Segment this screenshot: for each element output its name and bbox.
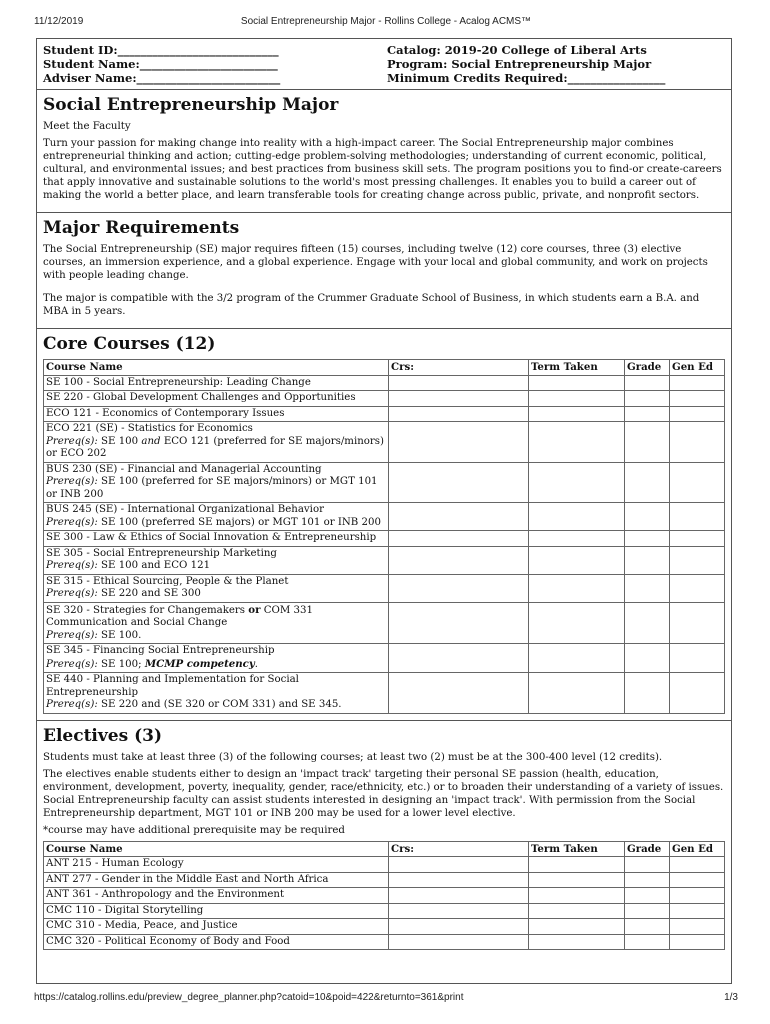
core-courses-heading: Core Courses (12): [43, 334, 216, 354]
prereq-label: Prereq(s):: [46, 699, 98, 710]
grade-header: Grade: [625, 841, 670, 857]
table-row: [44, 903, 725, 919]
or-connector: or: [248, 603, 261, 616]
table-row: [44, 391, 725, 407]
course-title-continued: Communication and Social Change: [46, 617, 228, 628]
table-row: [44, 934, 725, 950]
prereq-label: Prereq(s):: [46, 629, 98, 641]
major-requirements-heading: Major Requirements: [43, 218, 240, 238]
prereq-competency: MCMP competency: [144, 657, 255, 670]
catalog-label: Catalog: 2019-20 College of Liberal Arts: [387, 43, 647, 57]
credits-header: Crs:: [389, 360, 529, 376]
course-link[interactable]: CMC 320 - Political Economy of Body and Food: [46, 935, 290, 947]
student-info-box: [37, 39, 731, 90]
requirements-paragraph: The Social Entrepreneurship (SE) major requires fifteen (15) courses, including twelve (12) core courses, three (3) elective courses, an immersion experience, and a global experience. Engage with your local and global community, and work on projects with people leading change.: [43, 244, 708, 281]
prereq-label: Prereq(s):: [46, 588, 98, 599]
prereq-text: SE 220 and (SE 320 or COM 331) and SE 345.: [101, 699, 342, 710]
course-link[interactable]: ECO 221 (SE) - Statistics for Economics: [46, 423, 253, 434]
print-date: 11/12/2019: [34, 16, 84, 27]
table-row: [44, 422, 725, 463]
electives-table: [43, 841, 725, 951]
course-name-header: Course Name: [44, 841, 389, 857]
prereq-and: and: [141, 435, 161, 447]
prereq-label: Prereq(s):: [46, 658, 98, 670]
course-link[interactable]: CMC 310 - Media, Peace, and Justice: [46, 920, 238, 931]
course-link[interactable]: ECO 121 - Economics of Contemporary Issues: [46, 407, 285, 419]
course-link[interactable]: ANT 215 - Human Ecology: [46, 858, 184, 869]
course-link[interactable]: SE 300 - Law & Ethics of Social Innovation & Entrepreneurship: [46, 532, 377, 543]
intro-paragraph: Turn your passion for making change into reality with a high-impact career. The Social Entrepreneurship major combines entrepreneurial thinking and action; cutting-edge problem-solving methodologies; understanding of current economic, political, cultural, and environmental issues; and best practices from business skill sets. The program positions you to find-or create-careers that apply innovative and sustainable solutions to the world's most pressing challenges. It enables you to build a career out of making the world a better place, and learn transferable tools for creating change across public, private, and nonprofit sectors.: [43, 138, 722, 201]
meet-faculty-text: Meet the Faculty: [43, 121, 131, 132]
prereq-label: Prereq(s):: [46, 560, 98, 571]
course-link[interactable]: BUS 230 (SE) - Financial and Managerial Accounting: [46, 463, 322, 475]
course-link[interactable]: ANT 277 - Gender in the Middle East and North Africa: [46, 873, 329, 885]
crummer-paragraph: The major is compatible with the 3/2 program of the Crummer Graduate School of Business, in which students earn a B.A. and MBA in 5 years.: [43, 293, 700, 317]
degree-planner: [36, 38, 732, 984]
electives-heading: Electives (3): [43, 725, 162, 746]
program-label: Program: Social Entrepreneurship Major: [387, 57, 652, 71]
gen-ed-header: Gen Ed: [670, 360, 725, 376]
course-name-header: Course Name: [44, 360, 389, 376]
major-requirements-section: [37, 213, 731, 329]
prereq-end: .: [254, 658, 259, 670]
prereq-text: SE 100;: [101, 658, 142, 670]
print-header: [34, 16, 738, 30]
core-courses-table: [43, 359, 725, 714]
core-courses-section: [37, 329, 731, 721]
course-link[interactable]: SE 100 - Social Entrepreneurship: Leading Change: [46, 376, 311, 388]
credits-header: Crs:: [389, 841, 529, 857]
table-row: [44, 888, 725, 904]
table-row: [44, 857, 725, 873]
adviser-name-field: Adviser Name:_________________________: [43, 71, 281, 85]
prereq-label: Prereq(s):: [46, 435, 98, 447]
course-link[interactable]: SE 345 - Financing Social Entrepreneurship: [46, 645, 275, 656]
term-taken-header: Term Taken: [529, 841, 625, 857]
prereq-label: Prereq(s):: [46, 516, 98, 528]
course-link[interactable]: SE 305 - Social Entrepreneurship Marketing: [46, 547, 277, 559]
table-row: [44, 574, 725, 602]
electives-rule-paragraph: Students must take at least three (3) of the following courses; at least two (2) must be at the 300-400 level (12 credits).: [43, 751, 663, 763]
table-row: [44, 375, 725, 391]
table-row: [44, 462, 725, 503]
table-row: [44, 673, 725, 714]
course-link[interactable]: SE 320 - Strategies for Changemakers: [46, 604, 246, 616]
course-link[interactable]: SE 440 - Planning and Implementation for Social Entrepreneurship: [46, 674, 299, 698]
table-row: [44, 546, 725, 574]
table-header-row: [44, 360, 725, 376]
table-row: [44, 919, 725, 935]
intro-section: [37, 90, 731, 213]
prereq-text: SE 100 and ECO 121: [101, 560, 211, 571]
table-row: [44, 503, 725, 531]
prereq-text: SE 100.: [101, 629, 142, 641]
prereq-text: SE 100 (preferred for SE majors/minors) or MGT 101 or INB 200: [46, 476, 378, 500]
table-row: [44, 872, 725, 888]
grade-header: Grade: [625, 360, 670, 376]
table-row: [44, 644, 725, 673]
course-link[interactable]: ANT 361 - Anthropology and the Environment: [46, 889, 285, 900]
student-name-field: Student Name:________________________: [43, 57, 278, 71]
course-link[interactable]: SE 220 - Global Development Challenges and Opportunities: [46, 392, 356, 403]
prereq-text: SE 220 and SE 300: [101, 588, 201, 599]
prereq-text: SE 100 (preferred SE majors) or MGT 101 or INB 200: [101, 516, 381, 528]
table-row: [44, 602, 725, 644]
electives-description-paragraph: The electives enable students either to design an 'impact track' targeting their personal SE passion (health, education, environment, development, poverty, inequality, gender, race/ethnicity, etc.) or to broaden their understanding of a variety of issues. Social Entrepreneurship faculty can assist students interested in designing an 'impact track'. With permission from the Social Entrepreneurship department, MGT 101 or INB 200 may be used for a lower level elective.: [43, 768, 724, 819]
prereq-course-link[interactable]: SE 100: [101, 435, 139, 447]
course-link[interactable]: CMC 110 - Digital Storytelling: [46, 904, 204, 916]
course-link[interactable]: COM 331: [263, 604, 313, 616]
print-footer: [34, 992, 738, 1006]
course-link[interactable]: BUS 245 (SE) - International Organizational Behavior: [46, 504, 324, 515]
prerequisite-note: *course may have additional prerequisite may be required: [43, 824, 345, 836]
table-header-row: [44, 841, 725, 857]
course-link[interactable]: SE 315 - Ethical Sourcing, People & the Planet: [46, 575, 289, 587]
electives-section: [37, 721, 731, 957]
prereq-label: Prereq(s):: [46, 476, 98, 487]
table-row: [44, 531, 725, 547]
page-number: 1/3: [724, 992, 738, 1003]
table-row: [44, 406, 725, 422]
student-id-field: Student ID:____________________________: [43, 43, 279, 57]
print-title: Social Entrepreneurship Major - Rollins College - Acalog ACMS™: [240, 16, 532, 27]
min-credits-field: Minimum Credits Required:_________________: [387, 71, 666, 85]
gen-ed-header: Gen Ed: [670, 841, 725, 857]
term-taken-header: Term Taken: [529, 360, 625, 376]
prereq-text: ECO 121 (preferred for SE majors/minors) or ECO 202: [46, 435, 384, 459]
page-url: https://catalog.rollins.edu/preview_degree_planner.php?catoid=10&poid=422&returnto=361&print: [34, 992, 464, 1003]
page-title: Social Entrepreneurship Major: [43, 95, 339, 115]
